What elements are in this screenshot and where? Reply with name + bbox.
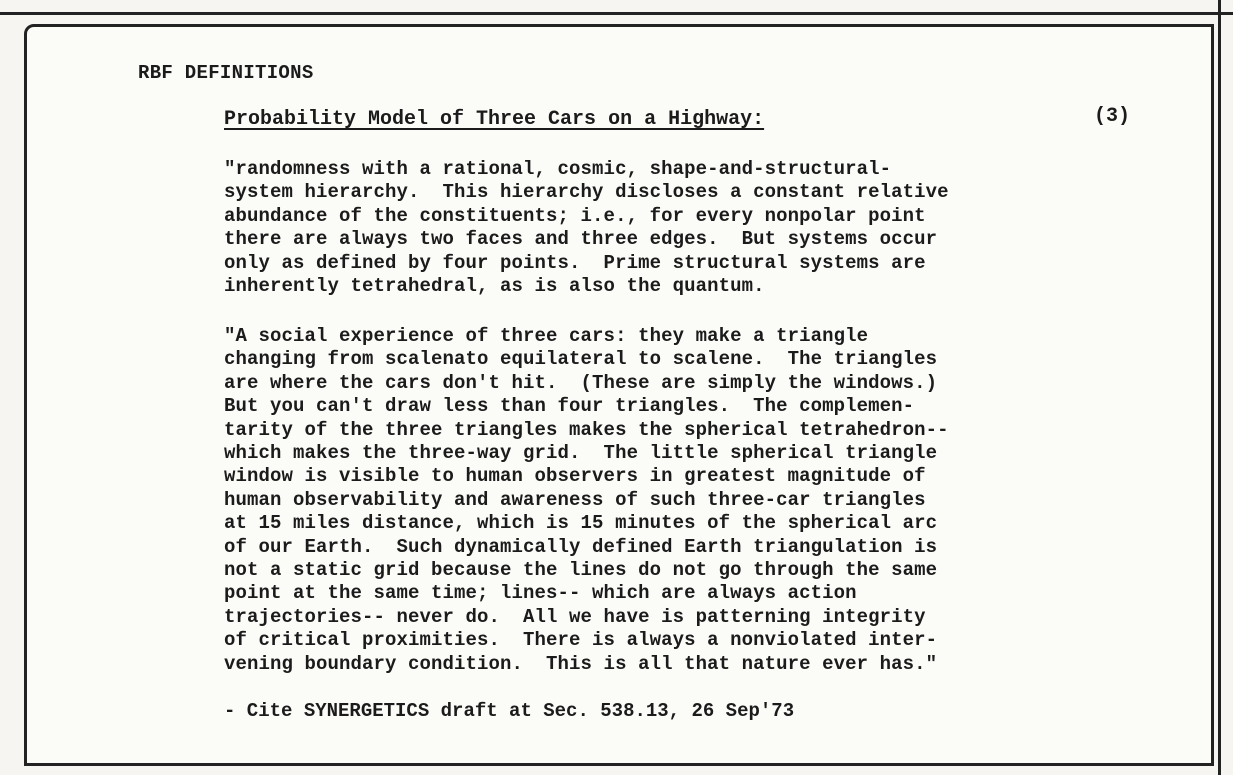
document-subtitle: Probability Model of Three Cars on a Highway:: [224, 108, 765, 131]
citation-line: - Cite SYNERGETICS draft at Sec. 538.13, 26 Sep'73: [224, 700, 795, 722]
top-border-line: [0, 12, 1233, 15]
paragraph-one: "randomness with a rational, cosmic, shape-and-structural- system hierarchy. This hierarchy discloses a constant relative abundance of the constituents; i.e., for every nonpolar point there are always two faces and three edges. But systems occur only as defined by four points. Prime structural systems are inherently tetrahedral, as is also the quantum.: [224, 158, 949, 298]
paragraph-two: "A social experience of three cars: they make a triangle changing from scalenato equilateral to scalene. The triangles are where the cars don't hit. (These are simply the windows.) But you can't draw less than four triangles. The complemen- tarity of the three triangles makes the spherical tetrahedron-- which makes the three-way grid. The little spherical triangle window is visible to human observers in greatest magnitude of human observability and awareness of such three-car triangles at 15 miles distance, which is 15 minutes of the spherical arc of our Earth. Such dynamically defined Earth triangulation is not a static grid because the lines do not go through the same point at the same time; lines-- which are always action trajectories-- never do. All we have is patterning integrity of critical proximities. There is always a nonviolated inter- vening boundary condition. This is all that nature ever has.": [224, 325, 949, 675]
right-border-line: [1218, 0, 1221, 775]
page-number: (3): [1094, 105, 1131, 128]
document-heading: RBF DEFINITIONS: [138, 62, 314, 84]
